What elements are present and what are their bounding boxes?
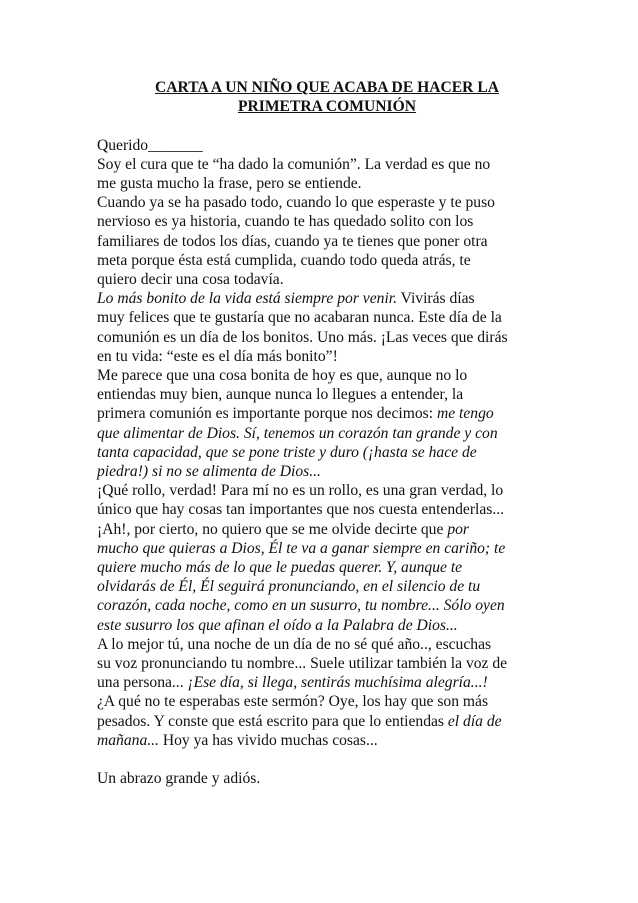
italic-text: quiere mucho más de lo que le puedas querer. Y, aunque te xyxy=(97,559,463,577)
text-run: ¡Qué rollo, verdad! Para mí no es un rollo, es una gran verdad, lo xyxy=(97,482,504,500)
body-line xyxy=(97,174,557,193)
body-line xyxy=(97,366,557,385)
italic-text: por xyxy=(447,520,469,538)
text-run: me gusta mucho la frase, pero se entiende. xyxy=(97,175,362,192)
text-run: Vivirás días xyxy=(397,290,475,308)
italic-text: corazón, cada noche, como en un susurro, tu nombre... Sólo oyen xyxy=(97,597,505,615)
text-run: Soy el cura que te “ha dado la comunión”. La verdad es que no xyxy=(97,155,491,173)
text-run: su voz pronunciando tu nombre... Suele utilizar también la voz de xyxy=(97,655,508,673)
title-line-2: PRIMETRA COMUNIÓN xyxy=(237,98,417,116)
letter-title xyxy=(97,78,557,116)
italic-text: que alimentar de Dios. Sí, tenemos un corazón tan grande y con xyxy=(97,424,498,442)
body-line xyxy=(97,654,557,673)
body-line xyxy=(97,616,557,635)
text-run: nervioso es ya historia, cuando te has quedado solito con los xyxy=(97,213,474,231)
body-line xyxy=(97,251,557,270)
body-line xyxy=(97,673,557,692)
italic-text: piedra!) si no se alimenta de Dios... xyxy=(97,463,321,481)
text-run: comunión es un día de los bonitos. Uno más. ¡Las veces que dirás xyxy=(97,328,508,346)
text-run: ¡Ah!, por cierto, no quiero que se me olvide decirte que xyxy=(97,520,448,538)
body-line xyxy=(97,347,557,366)
body-line xyxy=(97,136,557,155)
body-line xyxy=(97,481,557,500)
text-run: entiendas muy bien, aunque nunca lo llegues a entender, la xyxy=(97,386,464,404)
body-line xyxy=(97,193,557,212)
letter-body xyxy=(97,136,557,751)
italic-text: Lo más bonito de la vida está siempre por venir. xyxy=(97,290,398,308)
text-run: Cuando ya se ha pasado todo, cuando lo que esperaste y te puso xyxy=(97,194,495,212)
body-line xyxy=(97,539,557,558)
text-run: meta porque ésta está cumplida, cuando todo queda atrás, te xyxy=(97,251,471,269)
italic-text: mucho que quieras a Dios, Él te va a ganar siempre en cariño; te xyxy=(97,539,506,557)
italic-text: este susurro los que afinan el oído a la Palabra de Dios... xyxy=(97,616,458,634)
body-line xyxy=(97,731,557,750)
body-line xyxy=(97,385,557,404)
italic-text: olvidarás de Él, Él seguirá pronunciando, en el silencio de tu xyxy=(97,578,481,596)
italic-text: me tengo xyxy=(436,405,494,423)
text-run: Me parece que una cosa bonita de hoy es que, aunque no lo xyxy=(97,367,468,385)
body-line xyxy=(97,424,557,443)
body-line xyxy=(97,232,557,251)
body-line xyxy=(97,577,557,596)
body-line xyxy=(97,289,557,308)
body-line xyxy=(97,155,557,174)
text-run: en tu vida: “este es el día más bonito”! xyxy=(97,347,338,365)
text-run: Querido_______ xyxy=(97,136,203,154)
italic-text: el día de xyxy=(447,712,502,730)
body-line xyxy=(97,596,557,615)
text-run: familiares de todos los días, cuando ya te tienes que poner otra xyxy=(97,232,488,250)
body-line xyxy=(97,692,557,711)
body-line xyxy=(97,520,557,539)
body-line xyxy=(97,712,557,731)
letter-closing: Un abrazo grande y adiós. xyxy=(97,770,261,788)
italic-text: ¡Ese día, si llega, sentirás muchísima alegría...! xyxy=(187,674,488,692)
text-run: una persona... xyxy=(97,674,188,692)
body-line xyxy=(97,212,557,231)
letter-page xyxy=(97,78,557,788)
body-line xyxy=(97,500,557,519)
body-line xyxy=(97,308,557,327)
title-line-1: CARTA A UN NIÑO QUE ACABA DE HACER LA xyxy=(154,79,499,96)
text-run: quiero decir una cosa todavía. xyxy=(97,271,284,289)
body-line xyxy=(97,558,557,577)
body-line xyxy=(97,328,557,347)
spacer xyxy=(97,750,557,769)
text-run: muy felices que te gustaría que no acabaran nunca. Este día de la xyxy=(97,309,502,327)
spacer xyxy=(97,116,557,135)
text-run: pesados. Y conste que está escrito para que lo entiendas xyxy=(97,712,448,730)
text-run: Hoy ya has vivido muchas cosas... xyxy=(158,731,378,749)
text-run: A lo mejor tú, una noche de un día de no sé qué año.., escuchas xyxy=(97,635,492,653)
italic-text: tanta capacidad, que se pone triste y duro (¡hasta se hace de xyxy=(97,443,477,461)
body-line xyxy=(97,462,557,481)
text-run: primera comunión es importante porque nos decimos: xyxy=(97,405,437,423)
body-line xyxy=(97,404,557,423)
text-run: ¿A qué no te esperabas este sermón? Oye, los hay que son más xyxy=(97,693,489,711)
body-line xyxy=(97,635,557,654)
text-run: único que hay cosas tan importantes que nos cuesta entenderlas... xyxy=(97,501,505,519)
italic-text: mañana... xyxy=(97,731,159,749)
body-line xyxy=(97,270,557,289)
body-line xyxy=(97,443,557,462)
